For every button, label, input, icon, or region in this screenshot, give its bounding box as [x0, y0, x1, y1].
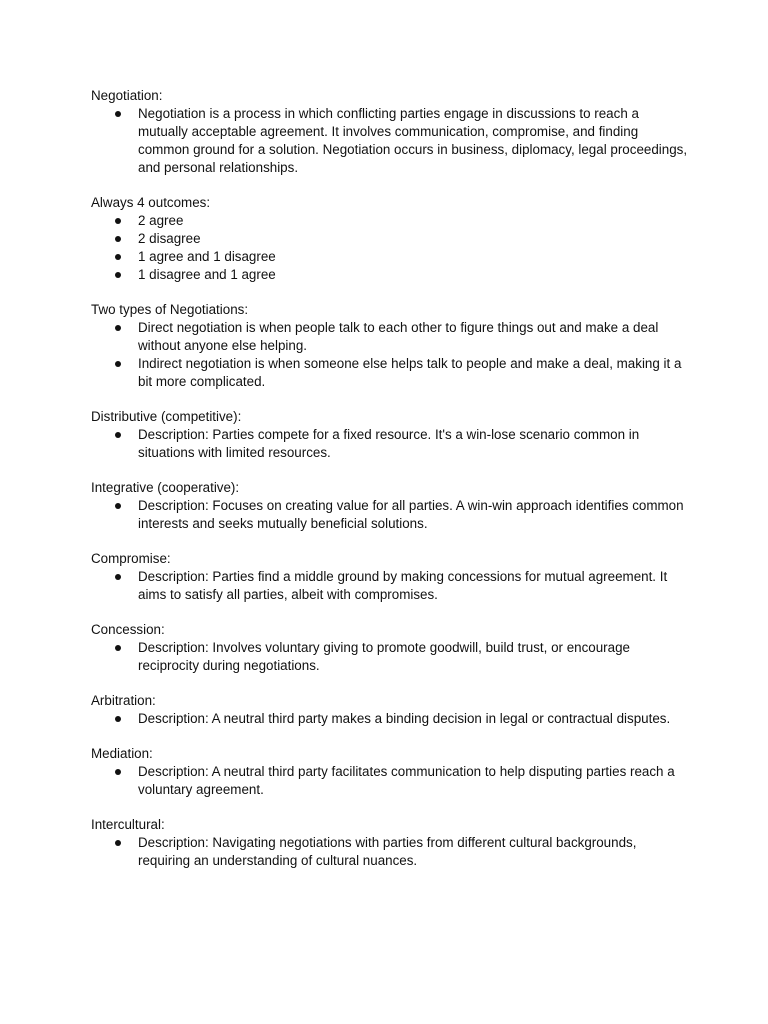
- bullet-list: [91, 105, 691, 177]
- section: [91, 408, 691, 462]
- list-item: [91, 212, 691, 230]
- section: [91, 692, 691, 728]
- bullet-list: [91, 568, 691, 604]
- list-item-text: 2 disagree: [138, 231, 201, 246]
- list-item: [91, 248, 691, 266]
- section-heading: Always 4 outcomes:: [91, 195, 211, 210]
- section: [91, 621, 691, 675]
- bullet-icon: [115, 716, 121, 722]
- list-item-text: Description: Focuses on creating value for all parties. A win-win approach identifies common interests and seeks mutually beneficial solutions.: [138, 498, 684, 531]
- bullet-list: [91, 497, 691, 533]
- section: [91, 550, 691, 604]
- bullet-icon: [115, 574, 121, 580]
- bullet-list: [91, 639, 691, 675]
- section-heading: Intercultural:: [91, 817, 165, 832]
- list-item: [91, 639, 691, 675]
- list-item-text: Description: Navigating negotiations with parties from different cultural backgrounds, requiring an understanding of cultural nuances.: [138, 835, 637, 868]
- section-heading: Mediation:: [91, 746, 153, 761]
- section-heading: Two types of Negotiations:: [91, 302, 249, 317]
- list-item-text: Indirect negotiation is when someone else helps talk to people and make a deal, making it a bit more complicated.: [138, 356, 682, 389]
- bullet-list: [91, 319, 691, 391]
- list-item-text: Direct negotiation is when people talk to each other to figure things out and make a deal without anyone else helping.: [138, 320, 659, 353]
- section: [91, 816, 691, 870]
- list-item: [91, 319, 691, 355]
- section-heading: Integrative (cooperative):: [91, 480, 240, 495]
- list-item-text: 2 agree: [138, 213, 184, 228]
- section: [91, 745, 691, 799]
- bullet-icon: [115, 503, 121, 509]
- bullet-icon: [115, 325, 121, 331]
- list-item: [91, 266, 691, 284]
- bullet-icon: [115, 111, 121, 117]
- list-item-text: Negotiation is a process in which conflicting parties engage in discussions to reach a mutually acceptable agreement. It involves communication, compromise, and finding common ground for a solution. Negotiation occurs in business, diplomacy, legal proceedings, and personal relationships.: [138, 106, 688, 175]
- bullet-icon: [115, 769, 121, 775]
- list-item-text: 1 disagree and 1 agree: [138, 267, 276, 282]
- list-item: [91, 568, 691, 604]
- bullet-icon: [115, 840, 121, 846]
- bullet-icon: [115, 236, 121, 242]
- list-item-text: Description: A neutral third party makes a binding decision in legal or contractual disputes.: [138, 711, 671, 726]
- list-item: [91, 426, 691, 462]
- section-heading: Distributive (competitive):: [91, 409, 242, 424]
- section: [91, 301, 691, 391]
- bullet-icon: [115, 645, 121, 651]
- bullet-icon: [115, 254, 121, 260]
- section-heading: Concession:: [91, 622, 165, 637]
- list-item-text: Description: A neutral third party facilitates communication to help disputing parties reach a voluntary agreement.: [138, 764, 675, 797]
- section-heading: Compromise:: [91, 551, 171, 566]
- list-item-text: Description: Involves voluntary giving to promote goodwill, build trust, or encourage reciprocity during negotiations.: [138, 640, 630, 673]
- list-item: [91, 834, 691, 870]
- bullet-icon: [115, 272, 121, 278]
- section-heading: Negotiation:: [91, 88, 163, 103]
- list-item: [91, 230, 691, 248]
- list-item: [91, 105, 691, 177]
- list-item-text: Description: Parties find a middle ground by making concessions for mutual agreement. It aims to satisfy all parties, albeit with compromises.: [138, 569, 668, 602]
- bullet-icon: [115, 361, 121, 367]
- list-item-text: 1 agree and 1 disagree: [138, 249, 276, 264]
- list-item: [91, 497, 691, 533]
- bullet-icon: [115, 432, 121, 438]
- bullet-icon: [115, 218, 121, 224]
- section: [91, 87, 691, 177]
- bullet-list: [91, 426, 691, 462]
- bullet-list: [91, 834, 691, 870]
- list-item: [91, 355, 691, 391]
- bullet-list: [91, 710, 691, 728]
- section: [91, 479, 691, 533]
- document-body: [91, 87, 691, 887]
- bullet-list: [91, 212, 691, 284]
- bullet-list: [91, 763, 691, 799]
- list-item-text: Description: Parties compete for a fixed resource. It's a win-lose scenario common in situations with limited resources.: [138, 427, 640, 460]
- section: [91, 194, 691, 284]
- list-item: [91, 763, 691, 799]
- list-item: [91, 710, 691, 728]
- section-heading: Arbitration:: [91, 693, 156, 708]
